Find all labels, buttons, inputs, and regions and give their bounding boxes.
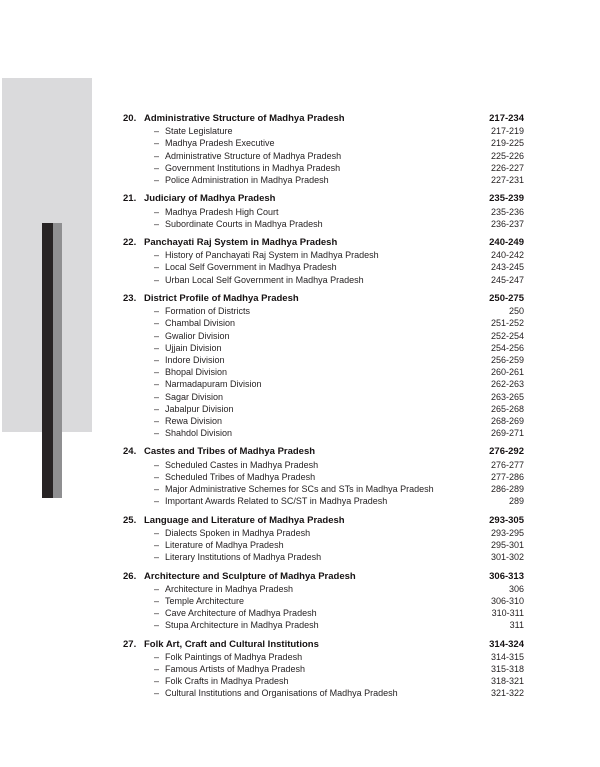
chapter-pages: 250-275 bbox=[489, 293, 524, 304]
item-pages: 277-286 bbox=[490, 471, 524, 482]
dash-bullet: – bbox=[154, 150, 160, 161]
item-label: Madhya Pradesh High Court bbox=[165, 206, 279, 217]
dash-bullet: – bbox=[154, 126, 160, 137]
toc-chapter bbox=[123, 113, 524, 186]
item-pages: 236-237 bbox=[490, 218, 524, 229]
item-label: Subordinate Courts in Madhya Pradesh bbox=[165, 218, 323, 229]
item-pages: 269-271 bbox=[490, 428, 524, 439]
dash-bullet: – bbox=[154, 391, 160, 402]
dash-bullet: – bbox=[154, 379, 160, 390]
item-label: Police Administration in Madhya Pradesh bbox=[165, 174, 329, 185]
item-pages: 311 bbox=[509, 620, 524, 631]
toc-chapter bbox=[123, 293, 524, 439]
left-gray-accent-bar bbox=[53, 223, 62, 498]
item-label: Folk Paintings of Madhya Pradesh bbox=[165, 651, 303, 662]
toc-item-row bbox=[123, 539, 524, 551]
chapter-title: Language and Literature of Madhya Pradesh bbox=[144, 514, 345, 526]
chapter-title: Panchayati Raj System in Madhya Pradesh bbox=[144, 237, 338, 249]
toc-item-row bbox=[123, 551, 524, 563]
item-label: Literary Institutions of Madhya Pradesh bbox=[165, 552, 322, 563]
chapter-number: 25. bbox=[123, 514, 137, 526]
item-pages: 295-301 bbox=[490, 539, 524, 550]
table-of-contents bbox=[123, 113, 524, 700]
toc-chapter bbox=[123, 446, 524, 507]
item-pages: 245-247 bbox=[490, 274, 524, 285]
toc-item-row bbox=[123, 354, 524, 366]
toc-item-row bbox=[123, 125, 524, 137]
item-pages: 227-231 bbox=[490, 174, 524, 185]
item-label: Gwalior Division bbox=[165, 330, 230, 341]
toc-item-row bbox=[123, 583, 524, 595]
item-pages: 262-263 bbox=[490, 379, 524, 390]
item-pages: 226-227 bbox=[490, 162, 524, 173]
item-pages: 235-236 bbox=[490, 206, 524, 217]
item-label: Madhya Pradesh Executive bbox=[165, 138, 275, 149]
toc-item-row bbox=[123, 137, 524, 149]
chapter-title: District Profile of Madhya Pradesh bbox=[144, 293, 299, 304]
item-pages: 265-268 bbox=[490, 403, 524, 414]
toc-chapter-row bbox=[123, 293, 524, 305]
toc-item-row bbox=[123, 495, 524, 507]
item-label: State Legislature bbox=[165, 126, 233, 137]
toc-item-row bbox=[123, 330, 524, 342]
item-pages: 256-259 bbox=[490, 354, 524, 365]
dash-bullet: – bbox=[154, 138, 160, 149]
item-pages: 293-295 bbox=[490, 527, 524, 538]
chapter-pages: 314-324 bbox=[489, 638, 524, 650]
chapter-title: Architecture and Sculpture of Madhya Pradesh bbox=[144, 570, 356, 582]
item-pages: 250 bbox=[508, 306, 524, 317]
item-label: History of Panchayati Raj System in Madhya Pradesh bbox=[165, 250, 379, 261]
dash-bullet: – bbox=[154, 484, 160, 494]
dash-bullet: – bbox=[154, 415, 160, 426]
toc-item-row bbox=[123, 687, 524, 699]
dash-bullet: – bbox=[154, 664, 160, 674]
item-label: Shahdol Division bbox=[165, 428, 233, 439]
item-pages: 263-265 bbox=[490, 391, 524, 402]
toc-chapter-row bbox=[123, 639, 524, 651]
toc-item-row bbox=[123, 527, 524, 539]
toc-item-row bbox=[123, 317, 524, 329]
item-label: Urban Local Self Government in Madhya Pradesh bbox=[165, 274, 364, 285]
toc-chapter bbox=[123, 237, 524, 286]
toc-item-row bbox=[123, 274, 524, 286]
item-label: Scheduled Tribes of Madhya Pradesh bbox=[165, 471, 316, 482]
dash-bullet: – bbox=[154, 206, 160, 217]
toc-chapter-row bbox=[123, 515, 524, 527]
toc-item-row bbox=[123, 378, 524, 390]
toc-item-row bbox=[123, 619, 524, 631]
toc-item-row bbox=[123, 218, 524, 230]
item-pages: 260-261 bbox=[490, 367, 524, 378]
toc-item-row bbox=[123, 471, 524, 483]
item-label: Famous Artists of Madhya Pradesh bbox=[165, 664, 306, 674]
toc-chapter-row bbox=[123, 237, 524, 249]
dash-bullet: – bbox=[154, 318, 160, 329]
chapter-number: 24. bbox=[123, 446, 137, 458]
toc-item-row bbox=[123, 675, 524, 687]
dash-bullet: – bbox=[154, 367, 160, 378]
item-pages: 315-318 bbox=[490, 664, 524, 674]
chapter-title: Judiciary of Madhya Pradesh bbox=[144, 193, 276, 205]
dash-bullet: – bbox=[154, 620, 160, 631]
toc-item-row bbox=[123, 391, 524, 403]
item-label: Stupa Architecture in Madhya Pradesh bbox=[165, 620, 319, 631]
toc-item-row bbox=[123, 305, 524, 317]
item-label: Sagar Division bbox=[165, 391, 224, 402]
item-label: Rewa Division bbox=[165, 415, 223, 426]
dash-bullet: – bbox=[154, 174, 160, 185]
chapter-number: 21. bbox=[123, 193, 137, 205]
chapter-pages: 293-305 bbox=[489, 514, 524, 526]
item-label: Temple Architecture bbox=[165, 595, 245, 606]
toc-item-row bbox=[123, 595, 524, 607]
item-label: Important Awards Related to SC/ST in Madhya Pradesh bbox=[165, 496, 388, 507]
dash-bullet: – bbox=[154, 676, 160, 687]
item-label: Indore Division bbox=[165, 354, 225, 365]
item-label: Folk Crafts in Madhya Pradesh bbox=[165, 676, 289, 687]
item-pages: 254-256 bbox=[490, 342, 524, 353]
dash-bullet: – bbox=[154, 274, 160, 285]
toc-chapter bbox=[123, 515, 524, 564]
item-label: Administrative Structure of Madhya Pradesh bbox=[165, 150, 342, 161]
dash-bullet: – bbox=[154, 688, 160, 699]
item-pages: 252-254 bbox=[490, 330, 524, 341]
toc-item-row bbox=[123, 427, 524, 439]
item-pages: 318-321 bbox=[490, 676, 524, 687]
dash-bullet: – bbox=[154, 496, 160, 507]
toc-item-row bbox=[123, 403, 524, 415]
item-pages: 310-311 bbox=[491, 608, 524, 619]
item-pages: 219-225 bbox=[490, 138, 524, 149]
chapter-pages: 276-292 bbox=[489, 446, 524, 458]
item-pages: 217-219 bbox=[490, 126, 524, 137]
item-label: Cave Architecture of Madhya Pradesh bbox=[165, 608, 317, 619]
item-label: Ujjain Division bbox=[165, 342, 222, 353]
item-label: Dialects Spoken in Madhya Pradesh bbox=[165, 527, 311, 538]
dash-bullet: – bbox=[154, 471, 160, 482]
dash-bullet: – bbox=[154, 608, 160, 619]
toc-item-row bbox=[123, 459, 524, 471]
item-pages: 314-315 bbox=[490, 651, 524, 662]
toc-chapter bbox=[123, 571, 524, 632]
item-pages: 286-289 bbox=[490, 484, 524, 494]
chapter-pages: 235-239 bbox=[489, 193, 524, 205]
item-label: Local Self Government in Madhya Pradesh bbox=[165, 262, 337, 273]
dash-bullet: – bbox=[154, 527, 160, 538]
item-pages: 306 bbox=[508, 583, 524, 594]
toc-item-row bbox=[123, 150, 524, 162]
item-label: Chambal Division bbox=[165, 318, 236, 329]
chapter-pages: 217-234 bbox=[489, 113, 524, 124]
dash-bullet: – bbox=[154, 552, 160, 563]
toc-chapter-row bbox=[123, 571, 524, 583]
item-label: Cultural Institutions and Organisations of Madhya Pradesh bbox=[165, 688, 398, 699]
chapter-number: 22. bbox=[123, 237, 137, 249]
dash-bullet: – bbox=[154, 459, 160, 470]
toc-item-row bbox=[123, 651, 524, 663]
item-label: Government Institutions in Madhya Pradesh bbox=[165, 162, 341, 173]
chapter-title: Castes and Tribes of Madhya Pradesh bbox=[144, 446, 316, 458]
toc-item-row bbox=[123, 483, 524, 495]
dash-bullet: – bbox=[154, 428, 160, 439]
dash-bullet: – bbox=[154, 651, 160, 662]
toc-item-row bbox=[123, 206, 524, 218]
toc-chapter-row bbox=[123, 193, 524, 205]
dash-bullet: – bbox=[154, 583, 160, 594]
dash-bullet: – bbox=[154, 595, 160, 606]
dash-bullet: – bbox=[154, 218, 160, 229]
toc-chapter bbox=[123, 639, 524, 700]
toc-item-row bbox=[123, 342, 524, 354]
toc-item-row bbox=[123, 162, 524, 174]
dash-bullet: – bbox=[154, 250, 160, 261]
toc-item-row bbox=[123, 415, 524, 427]
toc-item-row bbox=[123, 174, 524, 186]
dash-bullet: – bbox=[154, 403, 160, 414]
item-label: Scheduled Castes in Madhya Pradesh bbox=[165, 459, 319, 470]
dash-bullet: – bbox=[154, 342, 160, 353]
item-pages: 268-269 bbox=[490, 415, 524, 426]
toc-item-row bbox=[123, 607, 524, 619]
chapter-title: Administrative Structure of Madhya Pradesh bbox=[144, 113, 345, 124]
chapter-number: 26. bbox=[123, 570, 137, 582]
item-pages: 240-242 bbox=[490, 250, 524, 261]
toc-item-row bbox=[123, 663, 524, 675]
chapter-number: 27. bbox=[123, 638, 137, 650]
dash-bullet: – bbox=[154, 162, 160, 173]
item-pages: 321-322 bbox=[490, 688, 524, 699]
item-label: Formation of Districts bbox=[165, 306, 251, 317]
toc-item-row bbox=[123, 366, 524, 378]
item-pages: 306-310 bbox=[490, 595, 524, 606]
dash-bullet: – bbox=[154, 354, 160, 365]
toc-item-row bbox=[123, 261, 524, 273]
item-pages: 276-277 bbox=[490, 459, 524, 470]
toc-item-row bbox=[123, 249, 524, 261]
item-label: Bhopal Division bbox=[165, 367, 228, 378]
left-black-bar bbox=[42, 223, 53, 498]
item-pages: 301-302 bbox=[490, 552, 524, 563]
item-pages: 225-226 bbox=[490, 150, 524, 161]
item-label: Literature of Madhya Pradesh bbox=[165, 539, 284, 550]
dash-bullet: – bbox=[154, 262, 160, 273]
chapter-number: 20. bbox=[123, 113, 137, 124]
item-label: Architecture in Madhya Pradesh bbox=[165, 583, 294, 594]
chapter-title: Folk Art, Craft and Cultural Institutions bbox=[144, 638, 319, 650]
item-label: Narmadapuram Division bbox=[165, 379, 262, 390]
item-label: Jabalpur Division bbox=[165, 403, 234, 414]
dash-bullet: – bbox=[154, 330, 160, 341]
chapter-pages: 306-313 bbox=[489, 570, 524, 582]
chapter-number: 23. bbox=[123, 293, 137, 304]
chapter-pages: 240-249 bbox=[489, 237, 524, 249]
toc-chapter bbox=[123, 193, 524, 230]
item-pages: 243-245 bbox=[490, 262, 524, 273]
item-pages: 289 bbox=[508, 496, 524, 507]
dash-bullet: – bbox=[154, 539, 160, 550]
item-pages: 251-252 bbox=[490, 318, 524, 329]
item-label: Major Administrative Schemes for SCs and STs in Madhya Pradesh bbox=[165, 484, 434, 494]
toc-chapter-row bbox=[123, 446, 524, 458]
dash-bullet: – bbox=[154, 306, 160, 317]
toc-chapter-row bbox=[123, 113, 524, 125]
